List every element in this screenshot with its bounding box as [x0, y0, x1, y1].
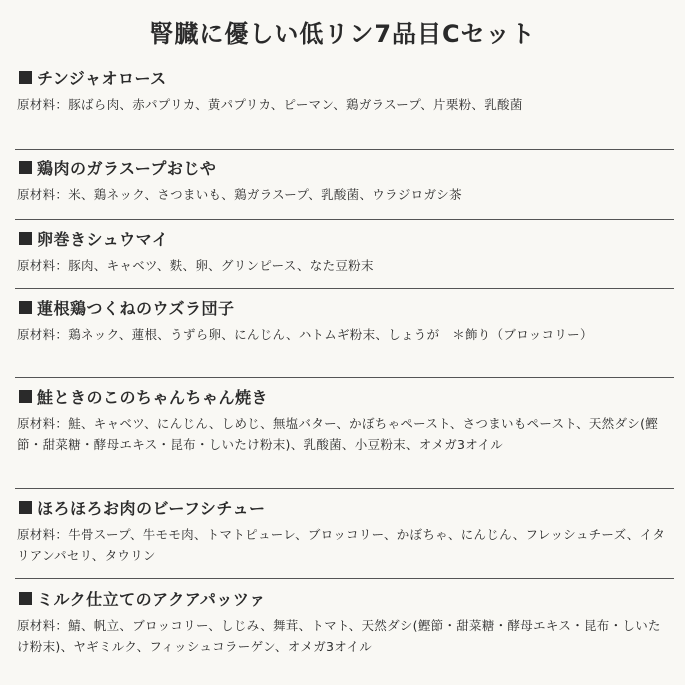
menu-item-name: ほろほろお肉のビーフシチュー	[37, 498, 266, 518]
menu-item-heading	[17, 66, 674, 88]
menu-item-name: 鶏肉のガラスープおじや	[37, 158, 217, 178]
menu-item-name: チンジャオロース	[37, 68, 167, 88]
menu-item-name: 卵巻きシュウマイ	[37, 229, 169, 249]
page-title: 腎臓に優しい低リン7品目Cセット	[149, 20, 536, 48]
ingredients-text: 原材料：牛骨スープ、牛モモ肉、トマトピューレ、ブロッコリー、かぼちゃ、にんじん、フレッシュチーズ、イタリアンパセリ、タウリン	[17, 527, 666, 563]
square-bullet-icon	[19, 390, 32, 403]
ingredients-text: 原材料：鯖、帆立、ブロッコリー、しじみ、舞茸、トマト、天然ダシ(鰹節・甜菜糖・酵母エキス・昆布・しいたけ粉末)、ヤギミルク、フィッシュコラーゲン、オメガ3オイル	[17, 618, 661, 654]
menu-item-name: 鮭ときのこのちゃんちゃん焼き	[37, 387, 269, 407]
menu-item-section	[17, 227, 674, 276]
ingredients-text: 原材料：鮭、キャベツ、にんじん、しめじ、無塩バター、かぼちゃペースト、さつまいもペースト、天然ダシ(鰹節・甜菜糖・酵母エキス・昆布・しいたけ粉末)、乳酸菌、小豆粉末、オメガ3オイル	[17, 416, 659, 452]
menu-item-heading	[17, 156, 674, 178]
square-bullet-icon	[19, 592, 32, 605]
menu-item-heading	[17, 587, 674, 609]
section-divider	[15, 288, 674, 289]
square-bullet-icon	[19, 161, 32, 174]
menu-item-heading	[17, 227, 674, 249]
section-divider	[15, 149, 674, 150]
ingredients-text: 原材料：鶏ネック、蓮根、うずら卵、にんじん、ハトムギ粉末、しょうが ＊飾り（ブロッコリー）	[17, 327, 593, 342]
menu-item-section	[17, 385, 674, 455]
menu-item-name: 蓮根鶏つくねのウズラ団子	[37, 298, 235, 318]
square-bullet-icon	[19, 301, 32, 314]
menu-item-section	[17, 156, 674, 205]
menu-item-section	[17, 296, 674, 345]
menu-item-heading	[17, 496, 674, 518]
section-divider	[15, 377, 674, 378]
ingredients-text: 原材料：豚ばら肉、赤パプリカ、黄パプリカ、ピーマン、鶏ガラスープ、片栗粉、乳酸菌	[17, 97, 523, 112]
square-bullet-icon	[19, 232, 32, 245]
section-divider	[15, 219, 674, 220]
square-bullet-icon	[19, 71, 32, 84]
menu-item-section	[17, 587, 674, 657]
menu-item-heading	[17, 385, 674, 407]
section-divider	[15, 578, 674, 579]
menu-item-section	[17, 496, 674, 566]
section-divider	[15, 488, 674, 489]
menu-item-heading	[17, 296, 674, 318]
menu-item-section	[17, 66, 674, 115]
ingredients-text: 原材料：米、鶏ネック、さつまいも、鶏ガラスープ、乳酸菌、ウラジロガシ茶	[17, 187, 462, 202]
square-bullet-icon	[19, 501, 32, 514]
menu-item-name: ミルク仕立てのアクアパッツァ	[37, 589, 266, 609]
ingredients-text: 原材料：豚肉、キャベツ、麩、卵、グリンピース、なた豆粉末	[17, 258, 374, 273]
